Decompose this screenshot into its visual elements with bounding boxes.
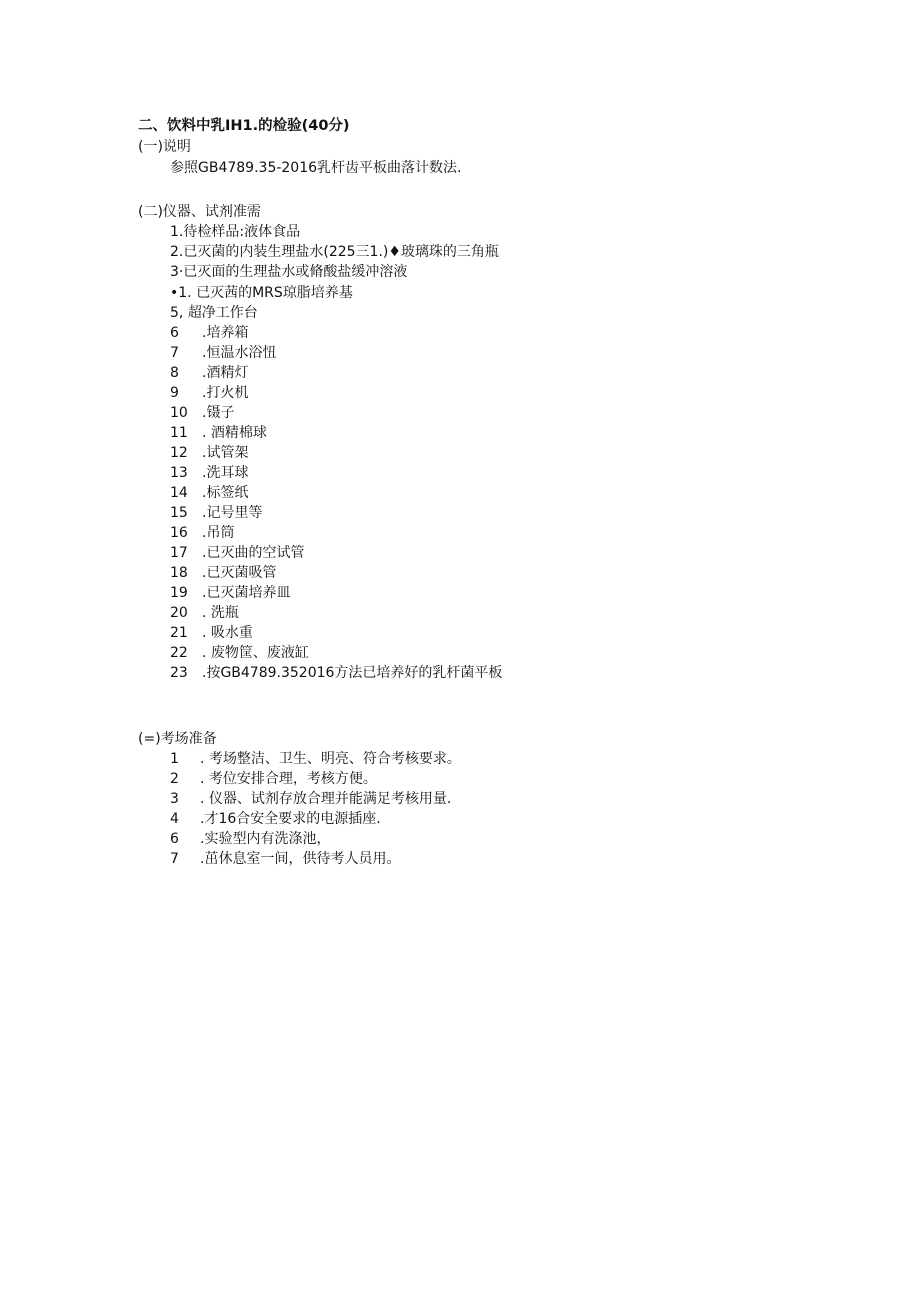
section1-text: 参照GB4789.35-2016乳杆齿平板曲落计数法. [170, 160, 462, 176]
item-text: .试管架 [202, 445, 249, 461]
section3-heading: (=)考场准备 [138, 731, 217, 747]
list-item [170, 463, 248, 483]
item-number: 10 [170, 405, 188, 421]
item-number: 9 [170, 385, 179, 401]
item-number: 19 [170, 585, 188, 601]
item-text: .茁休息室一间，供待考人员用。 [200, 851, 401, 867]
list-item [170, 443, 248, 463]
list-item [170, 789, 451, 809]
item-text: .按GB4789.352016方法已培养好的乳杆菌平板 [202, 665, 503, 681]
item-number: 18 [170, 565, 188, 581]
list-item [170, 643, 309, 663]
item-text: .已灭菌吸管 [202, 565, 277, 581]
item-text: .已灭菌培养皿 [202, 585, 291, 601]
item-number: 14 [170, 485, 188, 501]
item-number: 7 [170, 851, 179, 867]
item-text: .实验型内有洗涤池， [200, 831, 331, 847]
list-item [170, 503, 262, 523]
item-number: 21 [170, 625, 188, 641]
list-item [170, 829, 330, 849]
item-number: 3 [170, 791, 179, 807]
section2-heading: (二)仪器、试剂准需 [138, 204, 261, 220]
item-text: . 吸水重 [202, 625, 253, 641]
list-item [170, 383, 248, 403]
item-number: 4 [170, 811, 179, 827]
item-number: 11 [170, 425, 188, 441]
list-item [170, 242, 499, 262]
item-text: 已灭茜的MRS琼脂培养基 [196, 285, 353, 301]
list-item [170, 849, 400, 869]
list-item [170, 543, 304, 563]
item-number: 1 [170, 751, 179, 767]
item-number: 8 [170, 365, 179, 381]
item-number: 15 [170, 505, 188, 521]
item-number: 20 [170, 605, 188, 621]
item-number: 16 [170, 525, 188, 541]
item-text: .镊子 [202, 405, 235, 421]
item-text: . 考场整洁、卫生、明亮、符合考核要求。 [200, 751, 461, 767]
item-number: 5, [170, 305, 184, 321]
list-item [170, 623, 253, 643]
list-item [170, 809, 381, 829]
list-item [170, 222, 300, 242]
item-text: .标签纸 [202, 485, 249, 501]
item-text: .培养箱 [202, 325, 249, 341]
item-number: 6 [170, 325, 179, 341]
list-item [170, 423, 267, 443]
list-item [170, 769, 377, 789]
item-number: •1. [170, 285, 192, 301]
item-number: 23 [170, 665, 188, 681]
item-text: .已灭曲的空试管 [202, 545, 305, 561]
section1-heading: (一)说明 [138, 139, 191, 155]
item-number: 12 [170, 445, 188, 461]
item-text: .才16合安全要求的电源插座. [200, 811, 381, 827]
item-number: 3· [170, 264, 184, 280]
item-text: . 考位安排合理，考核方便。 [200, 771, 377, 787]
item-number: 2. [170, 244, 184, 260]
item-number: 13 [170, 465, 188, 481]
item-text: 超净工作台 [187, 305, 258, 321]
item-number: 1. [170, 224, 184, 240]
list-item [170, 343, 276, 363]
item-text: . 废物筐、废液缸 [202, 645, 309, 661]
list-item [170, 323, 248, 343]
list-item [170, 303, 258, 323]
item-text: .恒温水浴忸 [202, 345, 277, 361]
list-item [170, 483, 248, 503]
list-item [170, 749, 461, 769]
list-item [170, 663, 502, 683]
item-number: 2 [170, 771, 179, 787]
list-item [170, 262, 407, 282]
item-text: 待检样品:液体食品 [183, 224, 301, 240]
item-text: . 酒精棉球 [202, 425, 267, 441]
item-number: 7 [170, 345, 179, 361]
item-text: .记号里等 [202, 505, 263, 521]
list-item [170, 603, 239, 623]
item-text: . 仪器、试剂存放合理并能满足考核用量. [200, 791, 452, 807]
list-item [170, 403, 234, 423]
item-text: .吊筒 [202, 525, 235, 541]
list-item [170, 283, 353, 303]
item-text: .酒精灯 [202, 365, 249, 381]
list-item [170, 523, 234, 543]
item-text: 已灭菌的内装生理盐水(225三1.)♦玻璃珠的三角瓶 [183, 244, 499, 260]
item-number: 6 [170, 831, 179, 847]
item-number: 17 [170, 545, 188, 561]
list-item [170, 583, 290, 603]
item-text: .打火机 [202, 385, 249, 401]
item-text: 已灭面的生理盐水或脩酸盐缓冲溶液 [183, 264, 408, 280]
document-title: 二、饮料中乳IH1.的检验(40分) [138, 118, 350, 134]
item-text: . 洗瓶 [202, 605, 239, 621]
item-text: .洗耳球 [202, 465, 249, 481]
list-item [170, 363, 248, 383]
item-number: 22 [170, 645, 188, 661]
list-item [170, 563, 276, 583]
